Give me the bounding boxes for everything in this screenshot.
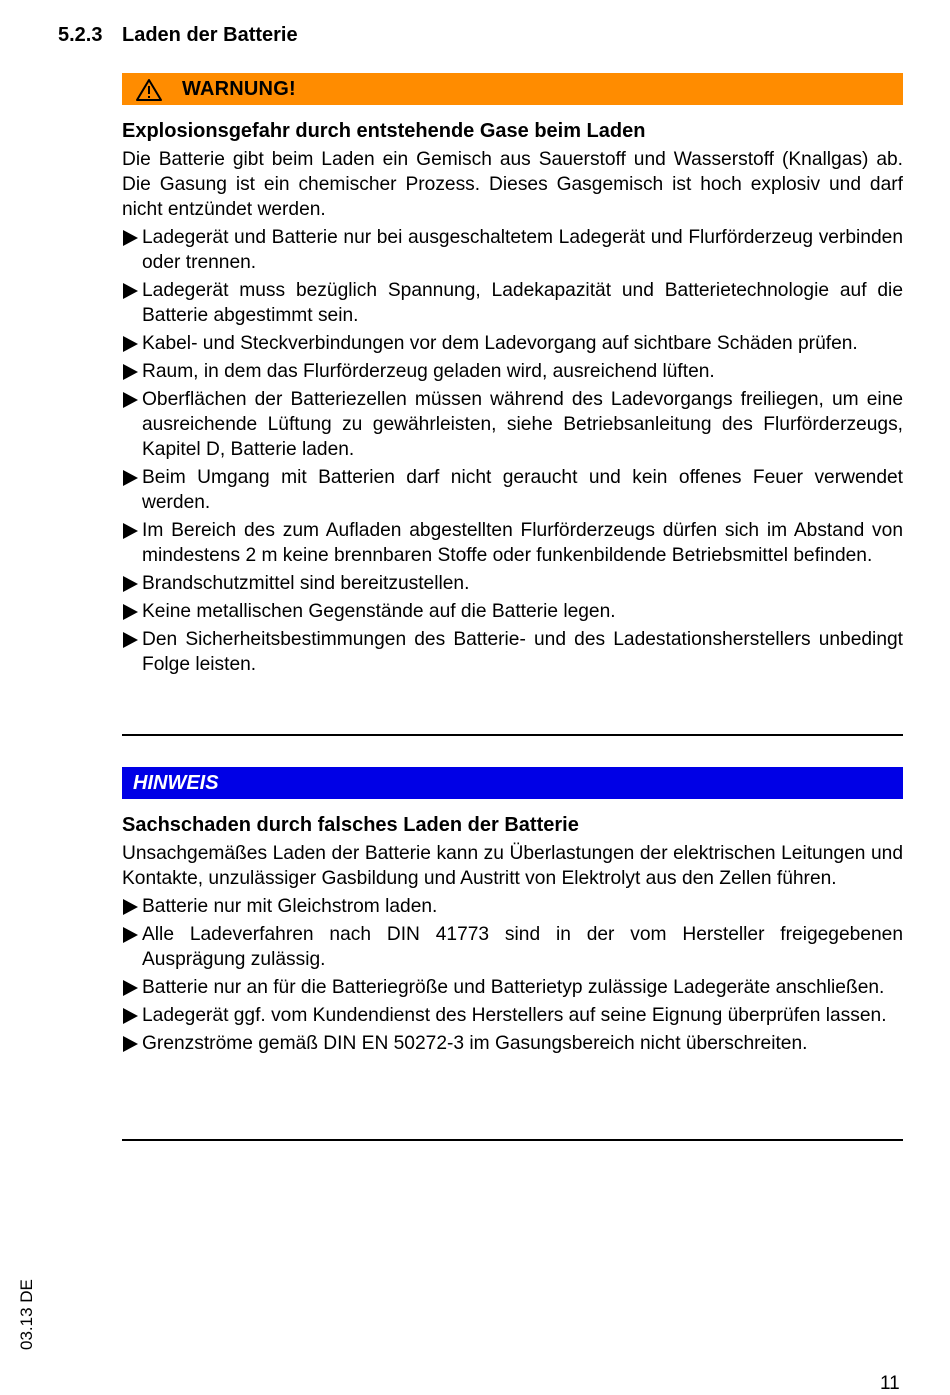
- step-item: [122, 387, 903, 462]
- action-arrow-icon: [123, 336, 138, 352]
- step-item: [122, 1031, 903, 1056]
- step-text: Batterie nur mit Gleichstrom laden.: [142, 896, 438, 917]
- notice-label: HINWEIS: [133, 772, 219, 794]
- step-item: [122, 627, 903, 677]
- warning-triangle-icon: [135, 78, 163, 102]
- step-text: Ladegerät und Batterie nur bei ausgeschaltetem Ladegerät und Flurförderzeug verbinden oder trennen.: [142, 227, 903, 273]
- warning-content: [122, 119, 903, 677]
- step-text: Keine metallischen Gegenstände auf die Batterie legen.: [142, 601, 616, 622]
- warning-heading: Explosionsgefahr durch entstehende Gase beim Laden: [122, 120, 646, 142]
- step-text: Oberflächen der Batteriezellen müssen während des Ladevorgangs freiliegen, um eine ausreichende Lüftung zu gewährleisten, siehe Betriebsanleitung des Flurförderzeugs, Kapitel D, Batterie laden.: [142, 389, 903, 460]
- action-arrow-icon: [123, 392, 138, 408]
- warning-label: WARNUNG!: [182, 78, 296, 100]
- notice-end-rule: [122, 1139, 903, 1141]
- action-arrow-icon: [123, 632, 138, 648]
- step-text: Im Bereich des zum Aufladen abgestellten Flurförderzeugs dürfen sich im Abstand von mindestens 2 m keine brennbaren Stoffe oder funkenbildende Betriebsmittel befinden.: [142, 520, 903, 566]
- step-text: Grenzströme gemäß DIN EN 50272-3 im Gasungsbereich nicht überschreiten.: [142, 1033, 808, 1054]
- step-item: [122, 225, 903, 275]
- page-number: 11: [880, 1373, 900, 1394]
- action-arrow-icon: [123, 523, 138, 539]
- step-item: [122, 1003, 903, 1028]
- step-item: [122, 599, 903, 624]
- step-text: Den Sicherheitsbestimmungen des Batterie- und des Ladestationsherstellers unbedingt Folge leisten.: [142, 629, 903, 675]
- step-item: [122, 359, 903, 384]
- step-item: [122, 278, 903, 328]
- step-text: Ladegerät muss bezüglich Spannung, Ladekapazität und Batterietechnologie auf die Batterie abgestimmt sein.: [142, 280, 903, 326]
- step-item: [122, 518, 903, 568]
- step-item: [122, 922, 903, 972]
- notice-text: Unsachgemäßes Laden der Batterie kann zu Überlastungen der elektrischen Leitungen und Kontakte, unzulässiger Gasbildung und Austritt von Elektrolyt aus den Zellen führen.: [122, 843, 903, 889]
- step-text: Batterie nur an für die Batteriegröße und Batterietyp zulässige Ladegeräte anschließen.: [142, 977, 885, 998]
- step-item: [122, 331, 903, 356]
- section-number: 5.2.3: [58, 24, 103, 46]
- step-text: Brandschutzmittel sind bereitzustellen.: [142, 573, 470, 594]
- warning-step-list: [122, 225, 903, 677]
- notice-content: [122, 813, 903, 1056]
- section-heading: [58, 24, 298, 47]
- step-text: Ladegerät ggf. vom Kundendienst des Herstellers auf seine Eignung überprüfen lassen.: [142, 1005, 887, 1026]
- step-text: Beim Umgang mit Batterien darf nicht geraucht und kein offenes Feuer verwendet werden.: [142, 467, 903, 513]
- step-item: [122, 465, 903, 515]
- action-arrow-icon: [123, 604, 138, 620]
- notice-step-list: [122, 894, 903, 1056]
- notice-heading: Sachschaden durch falsches Laden der Batterie: [122, 814, 579, 836]
- action-arrow-icon: [123, 980, 138, 996]
- action-arrow-icon: [123, 927, 138, 943]
- action-arrow-icon: [123, 470, 138, 486]
- step-text: Kabel- und Steckverbindungen vor dem Ladevorgang auf sichtbare Schäden prüfen.: [142, 333, 858, 354]
- action-arrow-icon: [123, 230, 138, 246]
- notice-banner: [122, 767, 903, 799]
- section-title: Laden der Batterie: [122, 24, 298, 46]
- action-arrow-icon: [123, 283, 138, 299]
- step-item: [122, 975, 903, 1000]
- step-item: [122, 571, 903, 596]
- step-text: Alle Ladeverfahren nach DIN 41773 sind in der vom Hersteller freigegebenen Ausprägung zulässig.: [142, 924, 903, 970]
- warning-banner: [122, 73, 903, 105]
- action-arrow-icon: [123, 1036, 138, 1052]
- action-arrow-icon: [123, 1008, 138, 1024]
- warning-text: Die Batterie gibt beim Laden ein Gemisch aus Sauerstoff und Wasserstoff (Knallgas) ab. Die Gasung ist ein chemischer Prozess. Dieses Gasgemisch ist hoch explosiv und darf nicht entzündet werden.: [122, 149, 903, 220]
- action-arrow-icon: [123, 899, 138, 915]
- step-text: Raum, in dem das Flurförderzeug geladen wird, ausreichend lüften.: [142, 361, 715, 382]
- action-arrow-icon: [123, 364, 138, 380]
- action-arrow-icon: [123, 576, 138, 592]
- document-code: 03.13 DE: [17, 1279, 36, 1350]
- warning-end-rule: [122, 734, 903, 736]
- step-item: [122, 894, 903, 919]
